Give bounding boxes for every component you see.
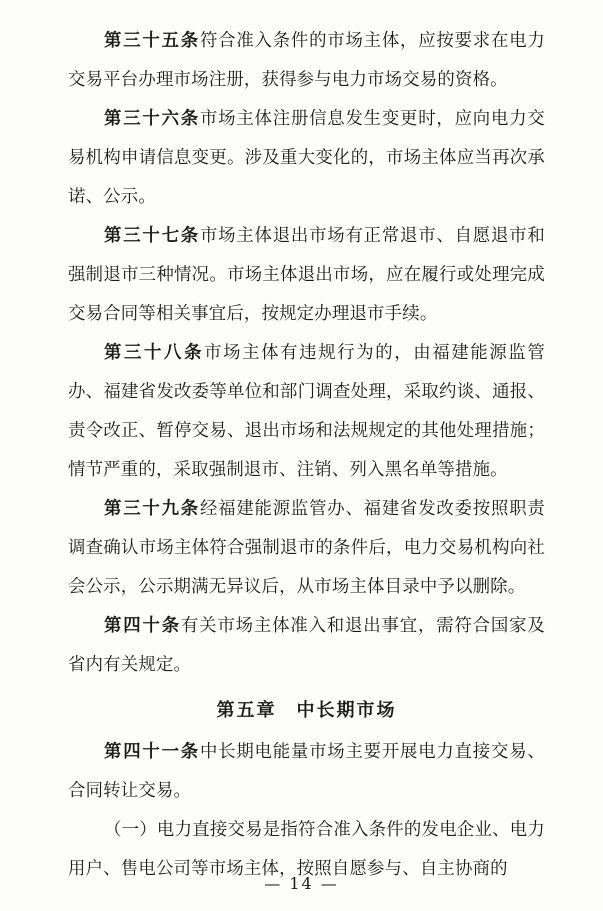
article-paragraph-41 bbox=[68, 733, 545, 811]
article-paragraph-40 bbox=[68, 607, 545, 685]
article-text-40: 有关市场主体准入和退出事宜，需符合国家及省内有关规定。 bbox=[68, 616, 545, 675]
article-text-37: 市场主体退出市场有正常退市、自愿退市和强制退市三种情况。市场主体退出市场，应在履行或处理完成交易合同等相关事宜后，按规定办理退市手续。 bbox=[68, 226, 545, 324]
chapter-number: 第五章 bbox=[216, 700, 277, 721]
article-paragraph-37 bbox=[68, 217, 545, 334]
article-label-38: 第三十八条 bbox=[104, 343, 205, 363]
article-label-37: 第三十七条 bbox=[104, 226, 200, 246]
article-text-38: 市场主体有违规行为的，由福建能源监管办、福建省发改委等单位和部门调查处理，采取约谈、通报、责令改正、暂停交易、退出市场和法规规定的其他处理措施；情节严重的，采取强制退市、注销、列入黑名单等措施。 bbox=[68, 343, 545, 480]
chapter-heading bbox=[68, 691, 545, 731]
article-label-36: 第三十六条 bbox=[104, 109, 200, 129]
article-text-36: 市场主体注册信息发生变更时，应向电力交易机构申请信息变更。涉及重大变化的，市场主体应当再次承诺、公示。 bbox=[68, 109, 545, 207]
article-label-41: 第四十一条 bbox=[104, 742, 200, 762]
article-paragraph-35 bbox=[68, 22, 545, 100]
article-text-35: 符合准入条件的市场主体，应按要求在电力交易平台办理市场注册，获得参与电力市场交易的资格。 bbox=[68, 31, 545, 90]
article-text-41: 中长期电能量市场主要开展电力直接交易、合同转让交易。 bbox=[68, 742, 545, 801]
article-paragraph-38 bbox=[68, 334, 545, 490]
chapter-title: 中长期市场 bbox=[296, 700, 397, 721]
article-text-41-item-1: （一）电力直接交易是指符合准入条件的发电企业、电力用户、售电公司等市场主体，按照自愿参与、自主协商的 bbox=[68, 820, 545, 879]
article-label-40: 第四十条 bbox=[104, 616, 181, 636]
article-text-39: 经福建能源监管办、福建省发改委按照职责调查确认市场主体符合强制退市的条件后，电力交易机构向社会公示，公示期满无异议后，从市场主体目录中予以删除。 bbox=[68, 499, 545, 597]
article-label-39: 第三十九条 bbox=[104, 499, 200, 519]
article-paragraph-36 bbox=[68, 100, 545, 217]
article-paragraph-39 bbox=[68, 490, 545, 607]
article-label-35: 第三十五条 bbox=[104, 31, 200, 51]
page-number: — 14 — bbox=[264, 874, 339, 893]
